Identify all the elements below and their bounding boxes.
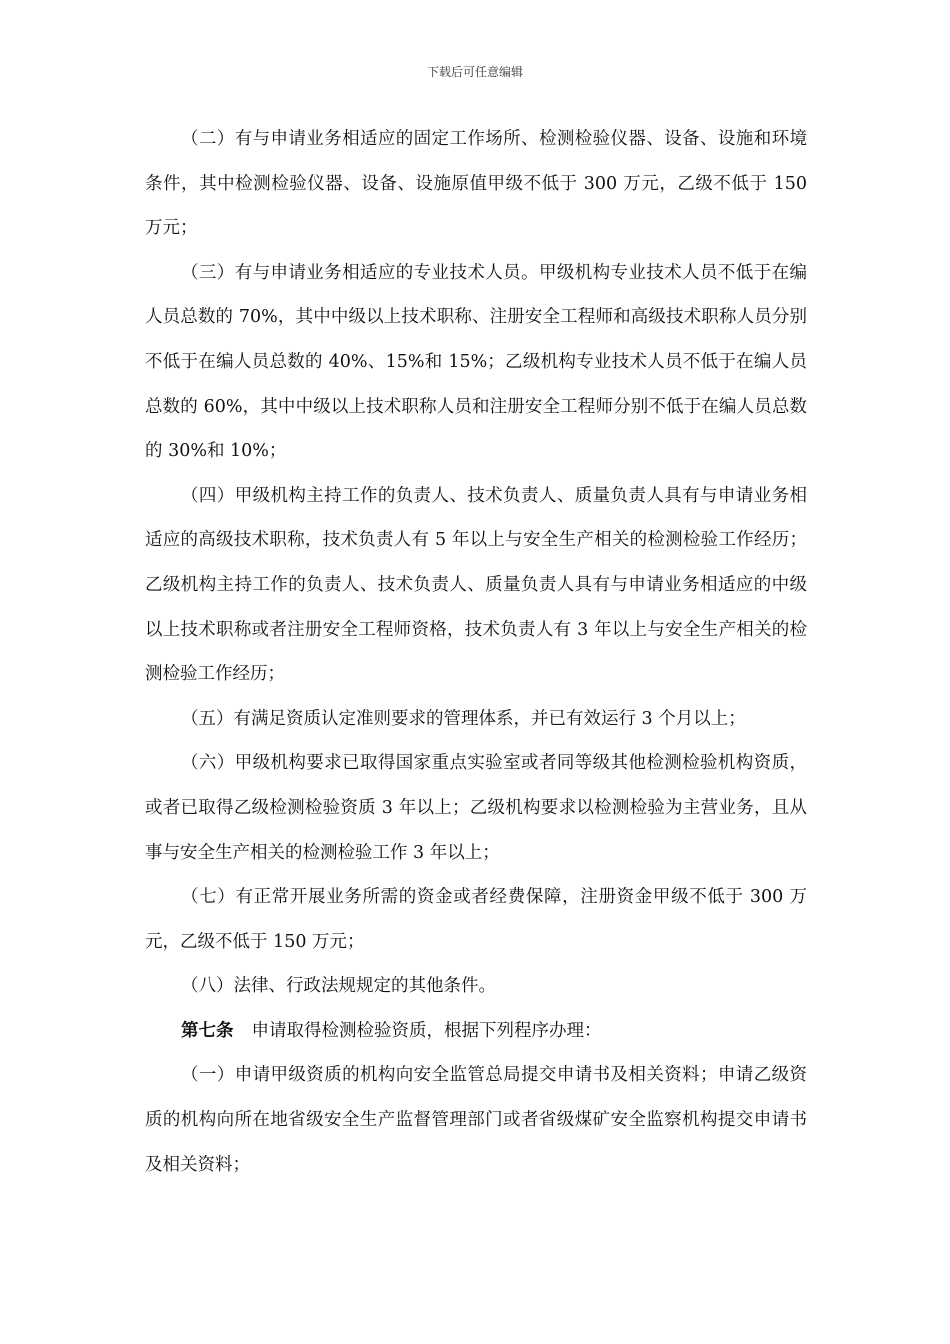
page-header: 下载后可任意编辑 — [426, 65, 523, 79]
document-body — [145, 117, 807, 1187]
paragraph-item-7: （七）有正常开展业务所需的资金或者经费保障，注册资金甲级不低于 300 万元，乙级不低于 150 万元； — [145, 887, 807, 952]
article-text: 申请取得检测检验资质，根据下列程序办理： — [251, 1020, 602, 1041]
paragraph-item-8: （八）法律、行政法规规定的其他条件。 — [181, 976, 496, 997]
paragraph-item-3: （三）有与申请业务相适应的专业技术人员。甲级机构专业技术人员不低于在编人员总数的 70%，其中中级以上技术职称、注册安全工程师和高级技术职称人员分别不低于在编人员总数的 40%、15%和 15%；乙级机构专业技术人员不低于在编人员总数的 60%，其中中级以上技术职称人员和注册安全工程师分别不低于在编人员总数的 30%和 10%； — [145, 262, 807, 462]
paragraph-item-5: （五）有满足资质认定准则要求的管理体系，并已有效运行 3 个月以上； — [181, 708, 746, 729]
paragraph-item-4: （四）甲级机构主持工作的负责人、技术负责人、质量负责人具有与申请业务相适应的高级技术职称，技术负责人有 5 年以上与安全生产相关的检测检验工作经历；乙级机构主持工作的负责人、技术负责人、质量负责人具有与申请业务相适应的中级以上技术职称或者注册安全工程师资格，技术负责人有 3 年以上与安全生产相关的检测检验工作经历； — [145, 485, 807, 685]
paragraph-item-2: （二）有与申请业务相适应的固定工作场所、检测检验仪器、设备、设施和环境条件，其中检测检验仪器、设备、设施原值甲级不低于 300 万元，乙级不低于 150 万元； — [145, 129, 807, 239]
article-7-item-1: （一）申请甲级资质的机构向安全监管总局提交申请书及相关资料；申请乙级资质的机构向所在地省级安全生产监督管理部门或者省级煤矿安全监察机构提交申请书及相关资料； — [145, 1065, 807, 1175]
article-7 — [145, 1009, 807, 1054]
paragraph-item-6: （六）甲级机构要求已取得国家重点实验室或者同等级其他检测检验机构资质，或者已取得乙级检测检验资质 3 年以上；乙级机构要求以检测检验为主营业务，且从事与安全生产相关的检测检验工作 3 年以上； — [145, 753, 807, 863]
article-heading: 第七条 — [181, 1020, 234, 1041]
